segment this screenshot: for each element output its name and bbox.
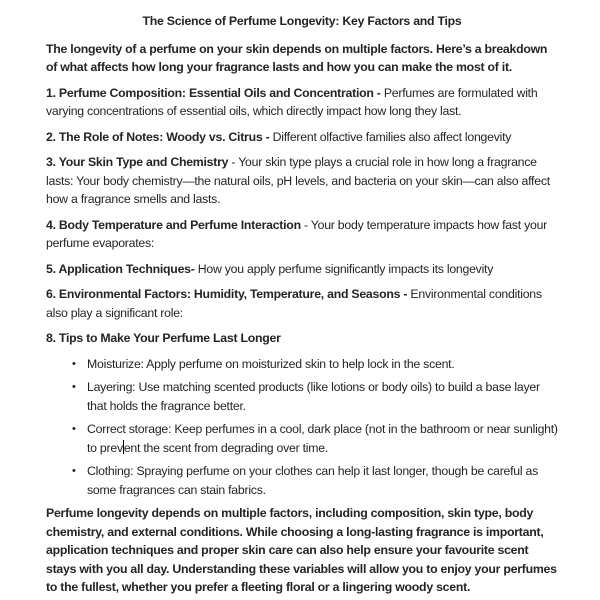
document-content [46, 40, 558, 597]
document-title: The Science of Perfume Longevity: Key Factors and Tips [142, 14, 462, 28]
bold-text-run: 3. Your Skin Type and Chemistry [46, 155, 229, 169]
tip-moisturize[interactable] [46, 355, 558, 374]
bold-text-run: 5. Application Techniques- [46, 261, 195, 276]
bold-text-run: 2. The Role of Notes: Woody vs. Citrus - [46, 129, 273, 144]
section-1-composition[interactable] [46, 84, 558, 121]
text-run: Clothing: Spraying perfume on your clothes can help it last longer, though be careful as some fragrances can stain fabrics. [87, 464, 539, 497]
section-2-notes[interactable] [46, 128, 558, 147]
intro-paragraph[interactable] [46, 40, 558, 77]
section-4-body-temperature[interactable] [46, 216, 558, 253]
bullet-text [87, 420, 558, 457]
bold-text-run: Perfume longevity depends on multiple factors, including composition, skin type, body chemistry, and external conditions. While choosing a long-lasting fragrance is important, application techniques and proper skin care can also help ensure your favourite scent stays with you all day. Understanding these variables will allow you to enjoy your perfumes to the fullest, whether you prefer a fleeting floral or a lingering woody scent. [46, 506, 557, 594]
tip-correct-storage[interactable] [46, 420, 558, 457]
bold-text-run: 1. Perfume Composition: Essential Oils and Concentration - [46, 85, 384, 100]
tip-clothing[interactable] [46, 462, 558, 499]
text-run: - Your body temperature impacts how fast your perfume evaporates: [46, 217, 548, 250]
section-5-application[interactable] [46, 260, 558, 279]
bold-text-run: 6. Environmental Factors: Humidity, Temperature, and Seasons - [46, 287, 411, 301]
text-run: How you apply perfume significantly impacts its longevity [194, 261, 494, 276]
text-run: Different olfactive families also affect longevity [272, 129, 512, 144]
bullet-icon: • [72, 465, 76, 477]
section-8-tips-heading[interactable] [46, 329, 558, 348]
text-run: Layering: Use matching scented products (like lotions or body oils) to build a base layer that holds the fragrance better. [87, 380, 540, 413]
bullet-text [87, 355, 558, 374]
tip-layering[interactable] [46, 378, 558, 415]
bullet-text [87, 378, 558, 415]
text-run: ent the scent from degrading over time. [123, 440, 329, 455]
conclusion-paragraph[interactable] [46, 504, 558, 597]
section-3-skin-type[interactable] [46, 153, 558, 209]
text-run: Perfumes are formulated with varying concentrations of essential oils, which directly impact how long they last. [46, 85, 538, 118]
text-run: - Your skin type plays a crucial role in how long a fragrance lasts: Your body chemistry—the natural oils, pH levels, and bacteria on your skin—can also affect how a fragrance smells and lasts. [46, 155, 550, 206]
bold-text-run: 4. Body Temperature and Perfume Interaction [46, 217, 301, 232]
bold-text-run: The longevity of a perfume on your skin depends on multiple factors. Here’s a breakdown of what affects how long your fragrance lasts and how you can make the most of it. [46, 41, 548, 74]
text-run: Moisturize: Apply perfume on moisturized skin to help lock in the scent. [87, 356, 455, 371]
bullet-icon: • [72, 357, 76, 370]
bullet-icon: • [72, 381, 76, 393]
bold-text-run: 8. Tips to Make Your Perfume Last Longer [46, 331, 281, 345]
text-run: Environmental conditions also play a significant role: [46, 287, 542, 320]
section-6-environment[interactable] [46, 285, 558, 322]
bullet-text [87, 462, 558, 499]
text-run: Correct storage: Keep perfumes in a cool, dark place (not in the bathroom or near sunlight) to prev [87, 422, 558, 455]
bullet-icon: • [72, 423, 76, 435]
